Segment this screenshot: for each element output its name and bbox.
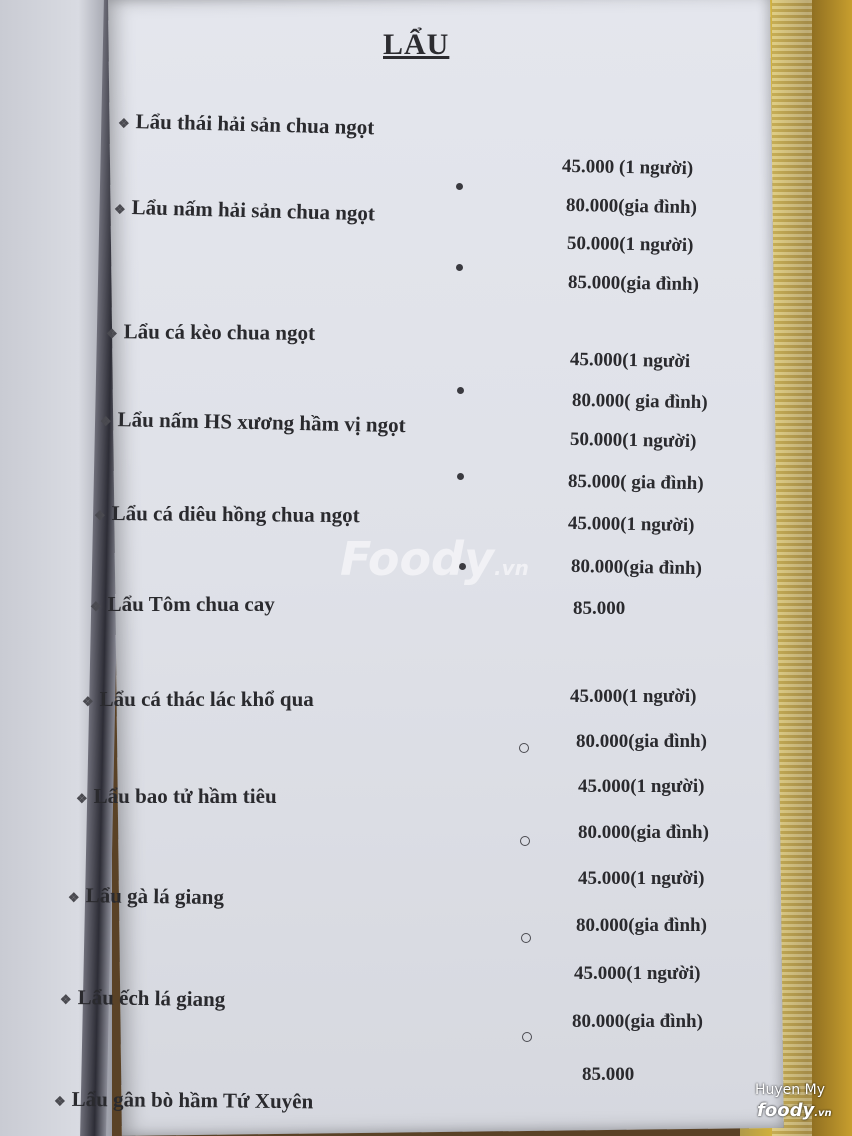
price: 45.000(1 người) — [578, 776, 705, 797]
diamond-bullet-icon: ❖ — [113, 201, 126, 217]
diamond-bullet-icon: ❖ — [105, 326, 118, 342]
price: 85.000( gia đình) — [567, 470, 704, 495]
dot-bullet-icon — [457, 387, 464, 394]
price: 80.000(gia đình) — [570, 555, 703, 580]
diamond-bullet-icon: ❖ — [90, 599, 102, 614]
diamond-bullet-icon: ❖ — [99, 413, 112, 430]
ring-bullet-icon — [521, 933, 531, 943]
price: 80.000(gia đình) — [576, 915, 707, 936]
dot-bullet-icon — [456, 264, 463, 271]
price: 85.000 — [582, 1064, 635, 1085]
diamond-bullet-icon: ❖ — [82, 694, 94, 709]
page-title: LẨU — [383, 28, 450, 61]
dish-name: ❖ Lẩu gà lá giang — [67, 883, 225, 910]
price: 85.000(gia đình) — [567, 271, 700, 296]
price: 50.000(1 người) — [566, 232, 694, 257]
price: 45.000(1 người) — [570, 686, 697, 707]
dish-name: ❖ Lẩu ếch lá giang — [59, 985, 226, 1012]
price: 45.000(1 người) — [567, 512, 695, 537]
ring-bullet-icon — [520, 836, 530, 846]
price: 45.000(1 người) — [574, 963, 701, 984]
ring-bullet-icon — [519, 743, 529, 753]
price: 80.000( gia đình) — [571, 389, 708, 414]
dish-name: ❖ Lẩu thái hải sản chua ngọt — [117, 109, 375, 140]
diamond-bullet-icon: ❖ — [117, 115, 130, 131]
photo-credit-author: Huyen My — [755, 1082, 825, 1098]
ring-bullet-icon — [522, 1032, 532, 1042]
dish-name: ❖ Lẩu cá kèo chua ngọt — [105, 319, 316, 345]
dot-bullet-icon — [457, 473, 464, 480]
foody-watermark: Foody.vn — [340, 532, 529, 586]
dish-name: ❖ Lẩu bao tử hầm tiêu — [76, 784, 277, 808]
price: 45.000 (1 người) — [561, 155, 694, 180]
dish-name: ❖ Lẩu Tôm chua cay — [90, 592, 275, 616]
price: 80.000(gia đình) — [565, 194, 698, 219]
price: 80.000(gia đình) — [578, 822, 709, 843]
price: 85.000 — [573, 598, 626, 619]
price: 80.000(gia đình) — [576, 731, 707, 752]
price: 45.000(1 người) — [578, 868, 705, 889]
dish-name: ❖ Lẩu cá thác lác khổ qua — [82, 687, 314, 711]
diamond-bullet-icon: ❖ — [76, 791, 88, 806]
diamond-bullet-icon: ❖ — [67, 889, 80, 906]
diamond-bullet-icon: ❖ — [93, 507, 106, 523]
diamond-bullet-icon: ❖ — [53, 1093, 66, 1109]
price: 80.000(gia đình) — [572, 1011, 703, 1032]
price: 45.000(1 người — [569, 348, 691, 373]
dish-name: ❖ Lẩu gân bò hầm Tứ Xuyên — [53, 1086, 314, 1114]
price: 50.000(1 người) — [569, 428, 697, 453]
foody-logo: foody.vn — [757, 1100, 832, 1121]
dish-name: ❖ Lẩu nấm hải sản chua ngọt — [113, 195, 376, 226]
dish-name: ❖ Lẩu nấm HS xương hầm vị ngọt — [99, 407, 406, 438]
dot-bullet-icon — [456, 183, 463, 190]
dish-name: ❖ Lẩu cá diêu hồng chua ngọt — [93, 500, 360, 528]
diamond-bullet-icon: ❖ — [59, 991, 72, 1008]
